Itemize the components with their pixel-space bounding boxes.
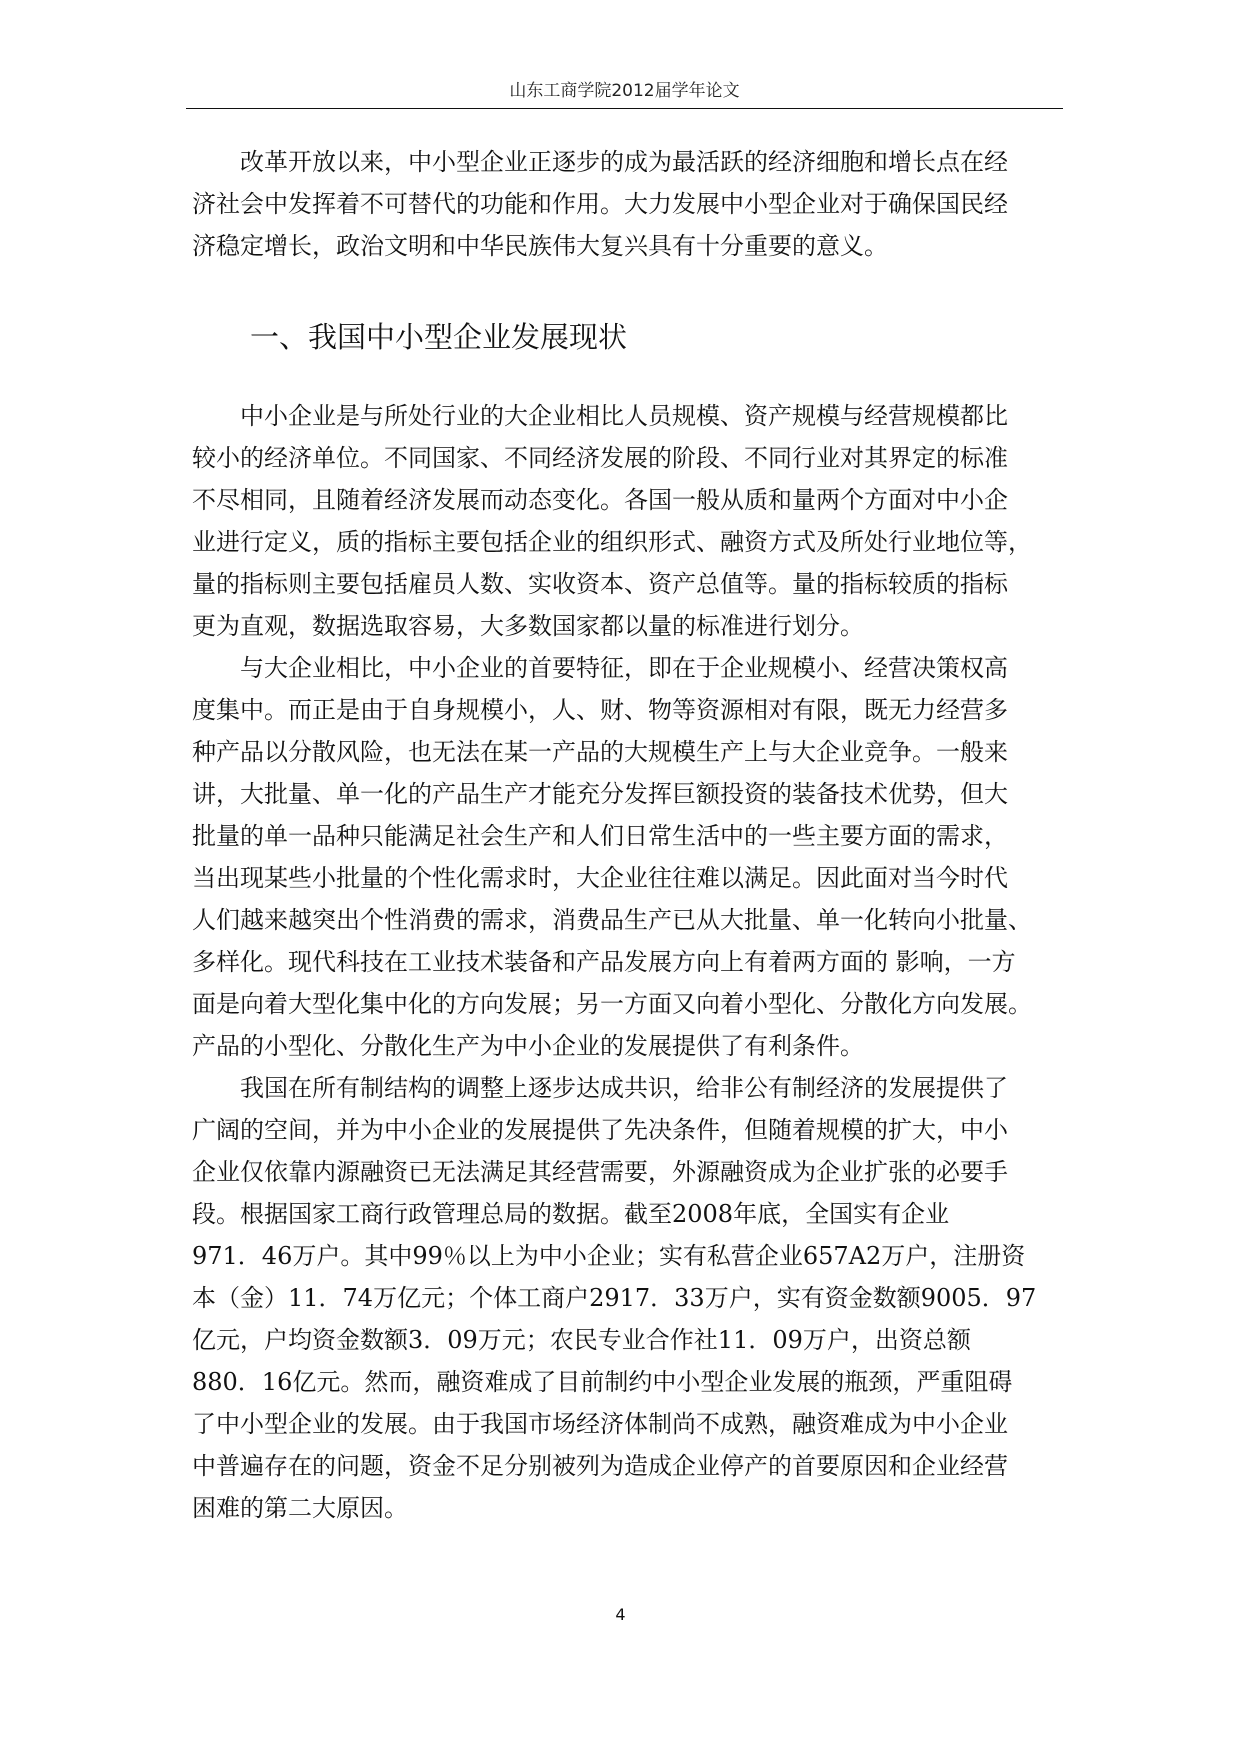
text-line: 了中小型企业的发展。由于我国市场经济体制尚不成熟，融资难成为中小企业: [192, 1410, 1008, 1438]
text-line: 段。根据国家工商行政管理总局的数据。截至2008年底，全国实有企业: [192, 1200, 950, 1228]
text-line: 多样化。现代科技在工业技术装备和产品发展方向上有着两方面的 影响，一方: [192, 948, 1016, 976]
text-line: 中小企业是与所处行业的大企业相比人员规模、资产规模与经营规模都比: [240, 402, 1008, 430]
text-line: 量的指标则主要包括雇员人数、实收资本、资产总值等。量的指标较质的指标: [192, 570, 1008, 598]
text-line: 讲，大批量、单一化的产品生产才能充分发挥巨额投资的装备技术优势，但大: [192, 780, 1008, 808]
text-line: 我国在所有制结构的调整上逐步达成共识，给非公有制经济的发展提供了: [240, 1074, 1008, 1102]
text-line: 广阔的空间，并为中小企业的发展提供了先决条件，但随着规模的扩大，中小: [192, 1116, 1008, 1144]
text-line: 880．16亿元。然而，融资难成了目前制约中小型企业发展的瓶颈，严重阻碍: [192, 1368, 1013, 1396]
text-line: 面是向着大型化集中化的方向发展；另一方面又向着小型化、分散化方向发展。: [192, 990, 1032, 1018]
text-line: 971．46万户。其中99％以上为中小企业；实有私营企业657A2万户，注册资: [192, 1242, 1026, 1270]
text-line: 济稳定增长，政治文明和中华民族伟大复兴具有十分重要的意义。: [192, 232, 888, 260]
page-number: 4: [615, 1605, 626, 1624]
text-line: 当出现某些小批量的个性化需求时，大企业往往难以满足。因此面对当今时代: [192, 864, 1008, 892]
header-rule: [186, 108, 1063, 109]
text-line: 济社会中发挥着不可替代的功能和作用。大力发展中小型企业对于确保国民经: [192, 190, 1008, 218]
text-line: 困难的第二大原因。: [192, 1494, 408, 1522]
body-paragraphs: [192, 395, 1072, 1529]
section-heading: 一、我国中小型企业发展现状: [250, 320, 628, 354]
text-line: 度集中。而正是由于自身规模小，人、财、物等资源相对有限，既无力经营多: [192, 696, 1008, 724]
text-line: 改革开放以来，中小型企业正逐步的成为最活跃的经济细胞和增长点在经: [240, 148, 1008, 176]
page-header: 山东工商学院2012届学年论文: [509, 81, 740, 101]
text-line: 中普遍存在的问题，资金不足分别被列为造成企业停产的首要原因和企业经营: [192, 1452, 1008, 1480]
text-line: 种产品以分散风险，也无法在某一产品的大规模生产上与大企业竞争。一般来: [192, 738, 1008, 766]
text-line: 业进行定义，质的指标主要包括企业的组织形式、融资方式及所处行业地位等，: [192, 528, 1032, 556]
text-line: 更为直观，数据选取容易，大多数国家都以量的标准进行划分。: [192, 612, 864, 640]
text-line: 本（金）11．74万亿元；个体工商户2917．33万户，实有资金数额9005．97: [192, 1284, 1037, 1312]
text-line: 较小的经济单位。不同国家、不同经济发展的阶段、不同行业对其界定的标准: [192, 444, 1008, 472]
text-line: 不尽相同，且随着经济发展而动态变化。各国一般从质和量两个方面对中小企: [192, 486, 1008, 514]
text-line: 人们越来越突出个性消费的需求，消费品生产已从大批量、单一化转向小批量、: [192, 906, 1032, 934]
text-line: 与大企业相比，中小企业的首要特征，即在于企业规模小、经营决策权高: [240, 654, 1008, 682]
text-line: 产品的小型化、分散化生产为中小企业的发展提供了有利条件。: [192, 1032, 864, 1060]
text-line: 批量的单一品种只能满足社会生产和人们日常生活中的一些主要方面的需求，: [192, 822, 1008, 850]
intro-paragraph: [192, 141, 1072, 267]
text-line: 企业仅依靠内源融资已无法满足其经营需要，外源融资成为企业扩张的必要手: [192, 1158, 1008, 1186]
text-line: 亿元，户均资金数额3．09万元；农民专业合作社11．09万户，出资总额: [192, 1326, 971, 1354]
